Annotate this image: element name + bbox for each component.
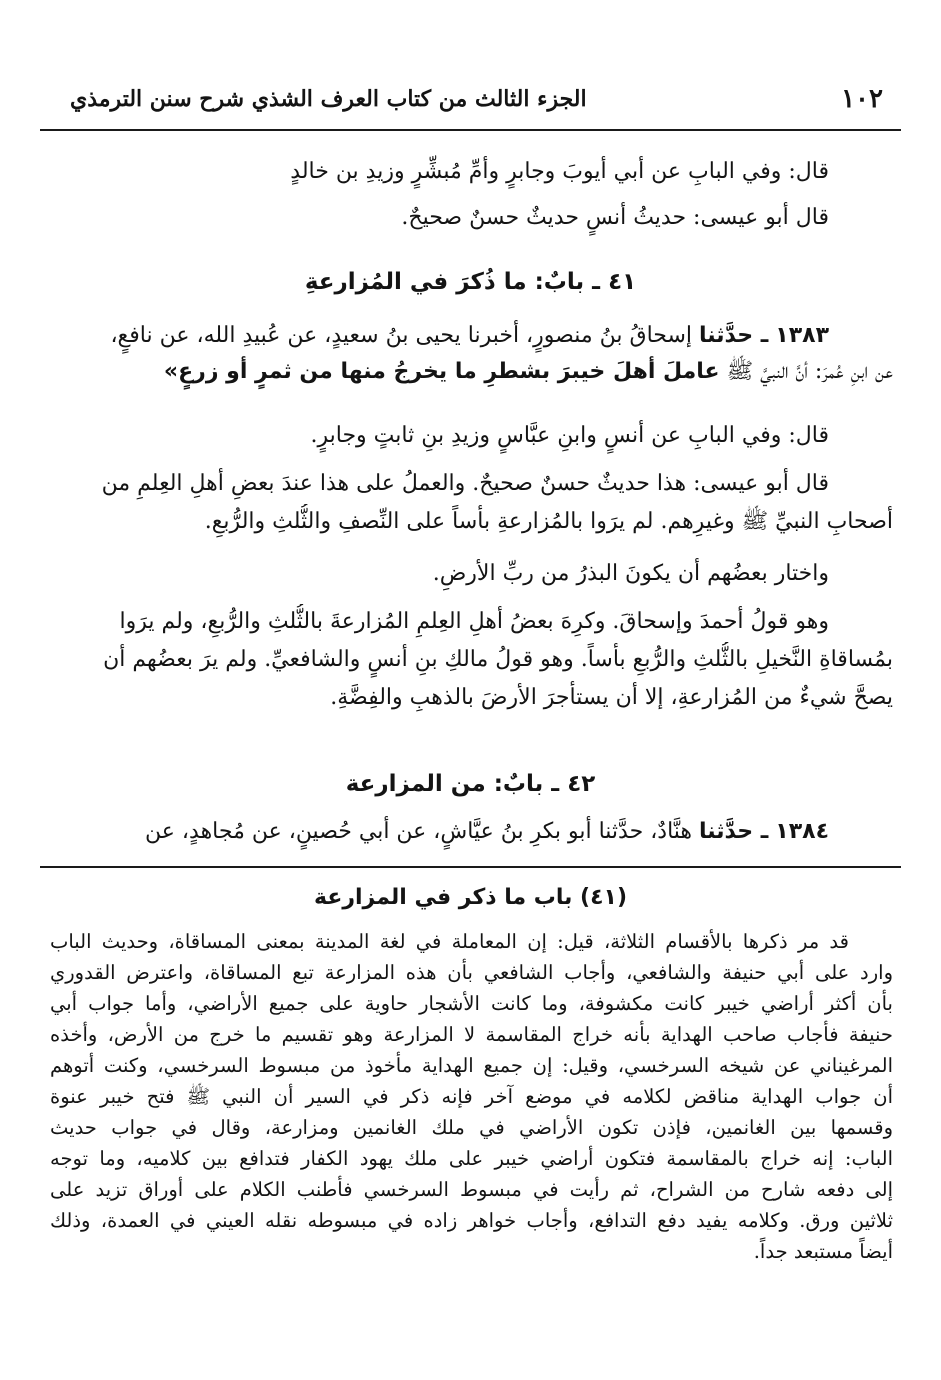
fil-bab-line-2: قال: وفي البابِ عن أنسٍ وابنِ عبَّاسٍ وزيدِ بنِ ثابتٍ وجابرٍ. bbox=[310, 423, 829, 448]
chapter-42-heading: ٤٢ ـ بابٌ: من المزارعة bbox=[345, 771, 596, 797]
qawl-line-2: بمُساقاةِ النَّخيلِ بالثُّلثِ والرُّبعِ بأساً. وهو قولُ مالكِ بنِ أنسٍ والشافعيِّ. ولم يرَ بعضُهم أن bbox=[103, 647, 893, 672]
commentary-line: حنيفة فأجاب صاحب الهداية بأنه خراج المقاسمة لا المزارعة وهو تقسيم ما خرج من الأرض، وأخذه bbox=[50, 1023, 893, 1046]
haddathana: ـ حدَّثنا bbox=[699, 819, 769, 844]
commentary-line: المرغيناني عن شيخه السرخسي، وقيل: إن جميع الهداية مأخوذ من مبسوط السرخسي، وكنت أتوهم bbox=[50, 1054, 893, 1077]
abu-isa-para-line-2: أصحابِ النبيِّ ﷺ وغيرِهم. لم يرَوا بالمُزارعةِ بأساً على النِّصفِ والثُّلثِ والرُّبعِ. bbox=[204, 509, 893, 534]
commentary-line: وارد على أبي حنيفة والشافعي، وأجاب الشافعي بأن هذه المزارعة تبع المساقاة، واعترض القدوري bbox=[50, 961, 893, 984]
commentary-heading: (٤١) باب ما ذكر في المزارعة bbox=[313, 885, 628, 910]
hadith-number: ١٣٨٤ bbox=[775, 819, 829, 844]
qawl-line-1: وهو قولُ أحمدَ وإسحاقَ. وكرِهَ بعضُ أهلِ العِلمِ المُزارعةَ بالثُّلثِ والرُّبعِ، ولم يرَوا bbox=[119, 609, 829, 634]
header-rule bbox=[40, 129, 901, 131]
commentary-divider bbox=[40, 866, 901, 868]
running-title: الجزء الثالث من كتاب العرف الشذي شرح سنن الترمذي bbox=[70, 86, 587, 112]
commentary-line: أيضاً مستبعد جداً. bbox=[753, 1240, 893, 1263]
isnad-text: هنَّادٌ، حدَّثنا أبو بكرِ بنُ عيَّاشٍ، عن أبي حُصينٍ، عن مُجاهدٍ، عن bbox=[145, 819, 693, 844]
hadith-text bbox=[48, 152, 829, 250]
hadith-1384 bbox=[48, 814, 829, 854]
commentary-body bbox=[50, 926, 893, 1267]
commentary-line: قد مر ذكرها بالأقسام الثلاثة، قيل: إن المعاملة في لغة المدينة بمعنى المساقاة، وحديث الباب bbox=[50, 930, 849, 953]
abu-isa-line: قال أبو عيسى: حديثُ أنسٍ حديثٌ حسنٌ صحيحٌ. bbox=[401, 205, 829, 230]
isnad-text: إسحاقُ بنُ منصورٍ، أخبرنا يحيى بنُ سعيدٍ، عن عُبيدِ الله، عن نافعٍ، bbox=[110, 323, 693, 348]
commentary-line: إلى دفعه شارح من الشراح، ثم رأيت في مبسوط السرخسي فأطنب الكلام على أوراق تزيد على bbox=[50, 1178, 893, 1201]
page-number: ١٠٢ bbox=[841, 84, 883, 114]
commentary-line: بأن أكثر أراضي خيبر كانت مكشوفة، وما كانت الأشجار حاوية على جميع الأراضي، وأما جواب أبي bbox=[50, 992, 893, 1015]
qawl-line-3: يصحَّ شيءٌ من المُزارعةِ، إلا أن يستأجرَ الأرضَ بالذهبِ والفِضَّةِ. bbox=[330, 685, 893, 710]
hadith-number: ١٣٨٣ bbox=[775, 323, 829, 348]
hadith-1383-line-1 bbox=[48, 318, 829, 354]
haddathana: ـ حدَّثنا bbox=[699, 323, 769, 348]
hadith-1384-line-1 bbox=[48, 814, 829, 854]
matn-text: عاملَ أهلَ خيبرَ بشطرِ ما يخرجُ منها من ثمرٍ أو زرعٍ» bbox=[163, 359, 720, 384]
page-header bbox=[40, 78, 901, 118]
commentary-line: أن جواب الهداية مناقض لكلامه في موضع آخر فإنه ذكر في السير أن النبي ﷺ فتح خيبر عنوة bbox=[50, 1085, 893, 1108]
commentary-line: ثلاثين ورق. وكلامه يفيد دفع التدافع، وأجاب خواهر زاده في مبسوطه نقله العيني في العمدة، وذلك bbox=[50, 1209, 893, 1232]
commentary-line: وقسمها بين الغانمين، فإذن تكون الأراضي في ملك الغانمين ومزارعة، وقال في جواب حديث bbox=[50, 1116, 893, 1139]
hadith-1383-line-2 bbox=[48, 354, 893, 400]
chapter-41-heading: ٤١ ـ بابٌ: ما ذُكرَ في المُزارعةِ bbox=[304, 269, 637, 295]
commentary-line: الباب: إنه خراج بالمقاسمة فتكون أراضي خيبر على ملك يهود الكفار فتدافع بين كلاميه، وما توجه bbox=[50, 1147, 893, 1170]
abu-isa-para-line-1: قال أبو عيسى: هذا حديثٌ حسنٌ صحيحٌ. والعملُ على هذا عندَ بعضِ أهلِ العِلمِ من bbox=[101, 471, 829, 496]
fil-bab-line: قال: وفي البابِ عن أبي أيوبَ وجابرٍ وأمِّ مُبشِّرٍ وزيدِ بن خالدٍ bbox=[290, 159, 829, 184]
hadith-1383-notes bbox=[48, 416, 893, 718]
hadith-1383 bbox=[48, 318, 893, 400]
ikhtar-line: واختار بعضُهم أن يكونَ البذرُ من ربِّ الأرضِ. bbox=[432, 561, 829, 586]
isnad-end: عن ابنِ عُمرَ: أنَّ النبيَّ ﷺ bbox=[726, 359, 893, 384]
